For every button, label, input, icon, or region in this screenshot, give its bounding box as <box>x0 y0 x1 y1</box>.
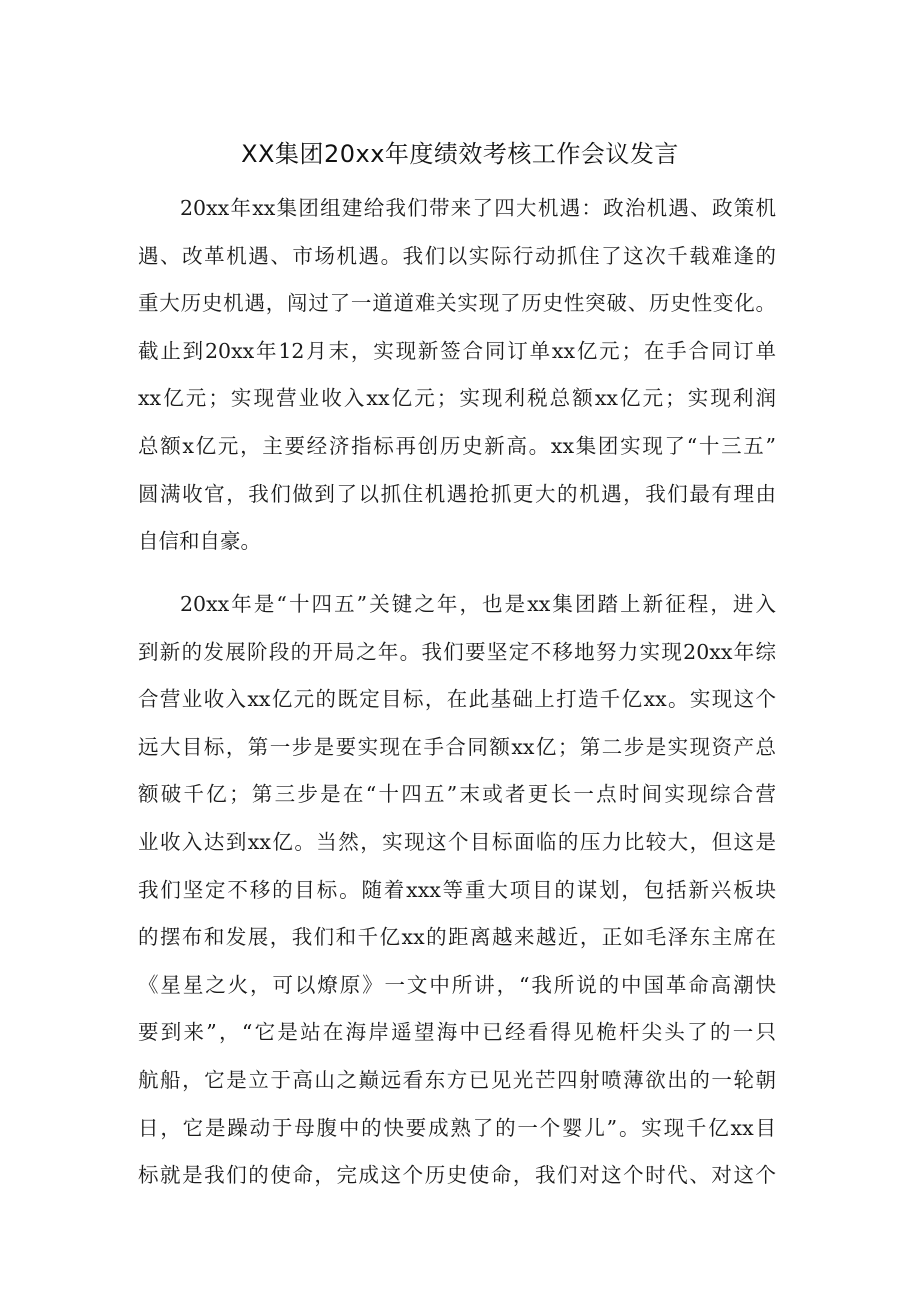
text-line: 20xx年xx集团组建给我们带来了四大机遇：政治机遇、政策机 <box>180 196 776 220</box>
text-line: 业收入达到xx亿。当然，实现这个目标面临的压力比较大，但这是 <box>138 829 776 854</box>
document-title: XX集团20xx年度绩效考核工作会议发言 <box>241 140 679 168</box>
text-line: 要到来”，“它是站在海岸遥望海中已经看得见桅杆尖头了的一只 <box>138 1020 776 1045</box>
text-line: 总额x亿元，主要经济指标再创历史新高。xx集团实现了“十三五” <box>138 433 776 458</box>
text-line: 航船，它是立于高山之巅远看东方已见光芒四射喷薄欲出的一轮朝 <box>138 1067 776 1092</box>
text-line: 遇、改革机遇、市场机遇。我们以实际行动抓住了这次千载难逢的 <box>138 243 776 268</box>
text-line: 日，它是躁动于母腹中的快要成熟了的一个婴儿”。实现千亿xx目 <box>138 1115 776 1140</box>
text-line: 的摆布和发展，我们和千亿xx的距离越来越近，正如毛泽东主席在 <box>138 925 776 950</box>
paragraph-1 <box>138 192 776 573</box>
text-line: 重大历史机遇，闯过了一道道难关实现了历史性突破、历史性变化。 <box>138 291 776 316</box>
text-line: 到新的发展阶段的开局之年。我们要坚定不移地努力实现20xx年综 <box>138 639 776 664</box>
text-line: 截止到20xx年12月末，实现新签合同订单xx亿元；在手合同订单 <box>138 338 776 363</box>
text-line: 自信和自豪。 <box>138 529 261 554</box>
text-line: 圆满收官，我们做到了以抓住机遇抢抓更大的机遇，我们最有理由 <box>138 481 776 506</box>
text-line: 我们坚定不移的目标。随着xxx等重大项目的谋划，包括新兴板块 <box>138 877 776 902</box>
text-line: xx亿元；实现营业收入xx亿元；实现利税总额xx亿元；实现利润 <box>138 386 776 411</box>
text-line: 合营业收入xx亿元的既定目标，在此基础上打造千亿xx。实现这个 <box>138 687 776 712</box>
text-line: 《星星之火，可以燎原》一文中所讲，“我所说的中国革命高潮快 <box>138 972 776 997</box>
paragraph-2 <box>138 588 776 1207</box>
text-line: 远大目标，第一步是要实现在手合同额xx亿；第二步是实现资产总 <box>138 734 776 759</box>
text-line: 20xx年是“十四五”关键之年，也是xx集团踏上新征程，进入 <box>180 592 776 616</box>
text-line: 额破千亿；第三步是在“十四五”末或者更长一点时间实现综合营 <box>138 782 776 807</box>
text-line: 标就是我们的使命，完成这个历史使命，我们对这个时代、对这个 <box>138 1163 776 1188</box>
